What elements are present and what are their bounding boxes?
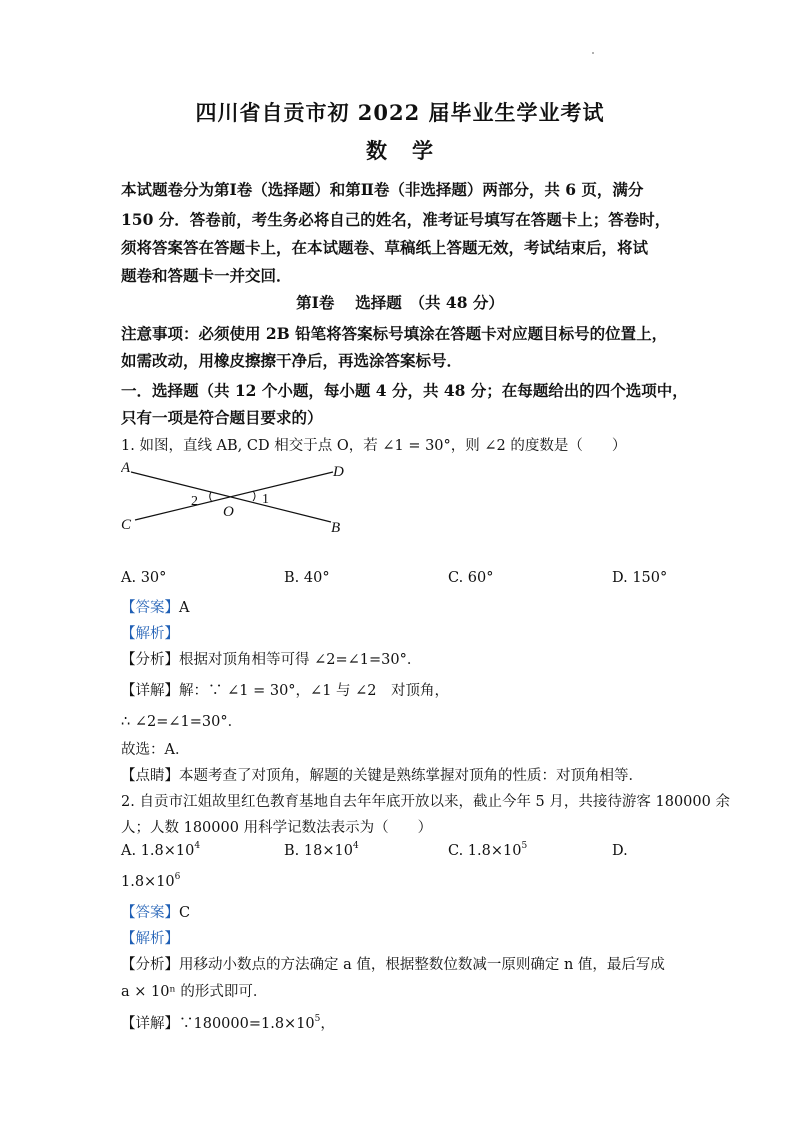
section-title: 第Ⅰ卷 选择题 （共 48 分） [296,293,504,312]
q2-stem-line-1: 2. 自贡市江姐故里红色教育基地自去年年底开放以来，截止今年 5 月，共接待游客 180000 余 [121,794,730,810]
point-c-label: C [121,517,132,533]
xiangjie-tag: 【详解】 [121,1016,179,1032]
q1-analysis-tag: 【解析】 [121,626,179,642]
corner-dot [592,52,594,54]
q1-stem: 1. 如图，直线 AB, CD 相交于点 O，若 ∠1 = 30°，则 ∠2 的度数是（ ） [121,438,627,454]
part-title-line-1: 一．选择题（共 12 个小题，每小题 4 分，共 48 分；在每题给出的四个选项中， [121,381,688,400]
q2-option-d-label: D. [612,843,628,859]
part-title-line-2: 只有一项是符合题目要求的） [121,408,323,427]
q2-option-c [448,843,527,859]
q2-fenxi [121,953,665,974]
q2-answer [121,901,190,922]
q2-xiangjie-exp: 5 [314,1014,321,1024]
q1-xiangjie [121,679,449,700]
xiangjie-tag: 【详解】 [121,683,179,699]
subject-title [0,135,800,165]
q1-option-c: C. 60° [448,570,494,586]
notice-line-1: 注意事项：必须使用 2B 铅笔将答案标号填涂在答题卡对应题目标号的位置上， [121,324,668,343]
q1-dianjing [121,764,643,785]
q2-answer-value: C [179,905,191,921]
q2-option-d-value [121,874,180,890]
q2-xiangjie-base: ∵180000=1.8×10 [179,1016,315,1032]
q2-option-d-base: 1.8×10 [121,874,175,890]
subject-char-1: 数 [366,138,388,163]
answer-tag: 【答案】 [121,905,179,921]
q1-answer-value: A [179,600,190,616]
q2-option-a-base: 1.8×10 [140,843,195,859]
q2-option-a [121,843,200,859]
q1-answer [121,596,189,617]
q1-dianjing-text: 本题考查了对顶角，解题的关键是熟练掌握对顶角的性质：对顶角相等． [179,768,643,784]
exam-title: 四川省自贡市初 2022 届毕业生学业考试 [195,100,605,125]
q2-fenxi-line-2: a × 10ⁿ 的形式即可． [121,984,268,1000]
q2-option-b-exp: 4 [352,841,359,851]
angle-2-arc [210,492,212,502]
q1-figure [121,458,361,536]
notice-line-2: 如需改动，用橡皮擦擦干净后，再选涂答案标号． [121,351,463,370]
dianjing-tag: 【点睛】 [121,768,179,784]
q2-xiangjie [121,1012,335,1033]
q1-fenxi-text: 根据对顶角相等可得 ∠2=∠1=30°． [179,652,422,668]
intro-line-2: 150 分．答卷前，考生务必将自己的姓名，准考证号填写在答题卡上；答卷时， [121,210,671,229]
angle-1-label: 1 [262,492,269,507]
q2-fenxi-text: 用移动小数点的方法确定 a 值，根据整数位数减一原则确定 n 值，最后写成 [179,957,665,973]
q1-xiangjie-text: 解：∵ ∠1 = 30°，∠1 与 ∠2 对顶角， [179,683,450,699]
intro-line-3: 须将答案答在答题卡上，在本试题卷、草稿纸上答题无效，考试结束后，将试 [121,238,649,257]
angle-1-arc [253,491,255,501]
point-d-label: D [333,464,344,480]
q2-option-b-base: 18×10 [303,843,353,859]
q1-option-d: D. 150° [612,570,668,586]
q2-option-c-exp: 5 [521,841,528,851]
fenxi-tag: 【分析】 [121,652,179,668]
q2-option-d-exp: 6 [174,872,181,882]
q2-option-a-label: A. [121,843,137,859]
point-b-label: B [331,520,341,536]
q2-option-c-base: 1.8×10 [467,843,522,859]
q1-fenxi [121,648,421,669]
q1-choice: 故选：A． [121,742,190,758]
q2-option-a-exp: 4 [194,841,201,851]
point-o-label: O [223,504,234,520]
q2-stem-line-2: 人；人数 180000 用科学记数法表示为（ ） [121,820,433,836]
q2-option-b [284,843,359,859]
q1-option-a: A. 30° [121,570,167,586]
fenxi-tag: 【分析】 [121,957,179,973]
q1-step: ∴ ∠2=∠1=30°． [121,714,243,730]
q2-analysis-tag: 【解析】 [121,931,179,947]
intro-line-1: 本试题卷分为第Ⅰ卷（选择题）和第Ⅱ卷（非选择题）两部分，共 6 页，满分 [121,180,644,199]
point-a-label: A [121,460,131,476]
answer-tag: 【答案】 [121,600,179,616]
angle-2-label: 2 [191,494,198,509]
subject-char-2: 学 [412,138,434,163]
q2-xiangjie-end: ， [320,1016,335,1032]
line-cd [135,472,333,520]
q2-option-c-label: C. [448,843,464,859]
q1-option-b: B. 40° [284,570,330,586]
intro-line-4: 题卷和答题卡一并交回． [121,266,292,285]
q2-option-b-label: B. [284,843,300,859]
